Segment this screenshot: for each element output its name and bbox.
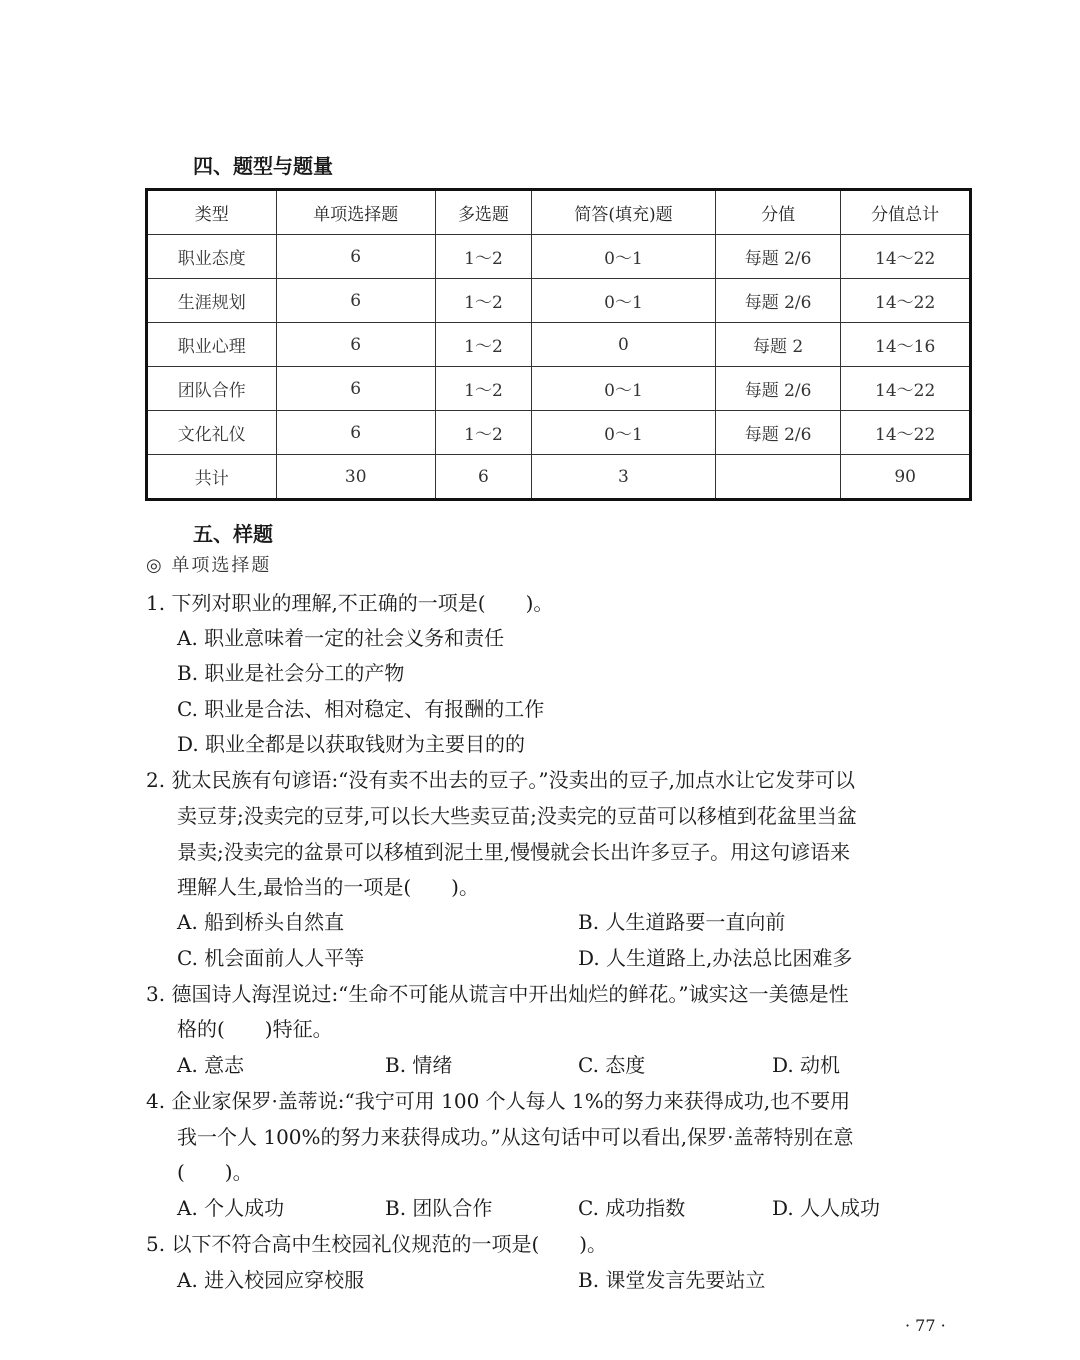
table-row [147,367,971,411]
cell: 3 [532,455,716,500]
cell: 14～22 [841,367,971,411]
page-number: · 77 · [905,1316,946,1335]
question-2-line-4: 理解人生,最恰当的一项是( )。 [177,875,479,899]
cell: 14～22 [841,411,971,455]
q4-option-a: A. 个人成功 [177,1196,285,1220]
cell: 14～16 [841,323,971,367]
q2-option-c: C. 机会面前人人平等 [177,946,365,970]
q3-option-b: B. 情绪 [385,1053,453,1077]
q5-option-a: A. 进入校园应穿校服 [177,1268,365,1292]
question-5-stem: 5. 以下不符合高中生校园礼仪规范的一项是( )。 [146,1232,608,1256]
cell: 6 [276,323,435,367]
section-heading-question-types: 四、题型与题量 [193,154,333,178]
cell: 6 [276,235,435,279]
table-row [147,279,971,323]
q1-option-c: C. 职业是合法、相对稳定、有报酬的工作 [177,697,545,721]
cell: 文化礼仪 [147,411,277,455]
header-total-score: 分值总计 [841,190,971,235]
cell: 团队合作 [147,367,277,411]
cell: 14～22 [841,279,971,323]
question-3-line-1: 3. 德国诗人海涅说过:“生命不可能从谎言中开出灿烂的鲜花。”诚实这一美德是性 [146,982,849,1006]
question-2-line-3: 景卖;没卖完的盆景可以移植到泥土里,慢慢就会长出许多豆子。用这句谚语来 [177,840,851,864]
cell: 生涯规划 [147,279,277,323]
cell: 职业心理 [147,323,277,367]
cell: 6 [276,367,435,411]
cell: 每题 2/6 [715,235,840,279]
q2-option-a: A. 船到桥头自然直 [177,910,345,934]
table-total-row [147,455,971,500]
table-row [147,323,971,367]
cell: 0～1 [532,279,716,323]
q4-option-b: B. 团队合作 [385,1196,493,1220]
q2-option-d: D. 人生道路上,办法总比困难多 [578,946,853,970]
q2-option-b: B. 人生道路要一直向前 [578,910,786,934]
cell: 职业态度 [147,235,277,279]
cell [715,455,840,500]
cell: 1～2 [435,367,531,411]
subsection-single-choice: ◎ 单项选择题 [146,555,272,576]
header-short-answer: 简答(填充)题 [532,190,716,235]
cell: 14～22 [841,235,971,279]
q3-option-c: C. 态度 [578,1053,646,1077]
q1-option-b: B. 职业是社会分工的产物 [177,661,405,685]
question-type-table [145,188,972,501]
cell: 0～1 [532,411,716,455]
header-single-choice: 单项选择题 [276,190,435,235]
q5-option-b: B. 课堂发言先要站立 [578,1268,766,1292]
cell: 6 [276,411,435,455]
cell: 1～2 [435,323,531,367]
cell: 共计 [147,455,277,500]
question-2-line-2: 卖豆芽;没卖完的豆芽,可以长大些卖豆苗;没卖完的豆苗可以移植到花盆里当盆 [177,804,857,828]
cell: 1～2 [435,279,531,323]
cell: 每题 2 [715,323,840,367]
table-row [147,411,971,455]
q1-option-d: D. 职业全都是以获取钱财为主要目的的 [177,732,526,756]
cell: 0 [532,323,716,367]
question-4-line-1: 4. 企业家保罗·盖蒂说:“我宁可用 100 个人每人 1%的努力来获得成功,也不要用 [146,1089,851,1113]
header-score: 分值 [715,190,840,235]
question-1-stem: 1. 下列对职业的理解,不正确的一项是( )。 [146,591,554,615]
section-heading-sample-questions: 五、样题 [193,522,273,546]
cell: 6 [435,455,531,500]
q4-option-c: C. 成功指数 [578,1196,686,1220]
question-4-line-2: 我一个人 100%的努力来获得成功。”从这句话中可以看出,保罗·盖蒂特别在意 [177,1125,854,1149]
table-row [147,235,971,279]
cell: 90 [841,455,971,500]
cell: 6 [276,279,435,323]
table-header-row [147,190,971,235]
cell: 每题 2/6 [715,367,840,411]
q1-option-a: A. 职业意味着一定的社会义务和责任 [177,626,505,650]
cell: 0～1 [532,235,716,279]
question-2-line-1: 2. 犹太民族有句谚语:“没有卖不出去的豆子。”没卖出的豆子,加点水让它发芽可以 [146,768,855,792]
q4-option-d: D. 人人成功 [772,1196,881,1220]
cell: 30 [276,455,435,500]
question-4-line-3: ( )。 [177,1160,253,1184]
q3-option-d: D. 动机 [772,1053,841,1077]
cell: 1～2 [435,411,531,455]
question-3-line-2: 格的( )特征。 [177,1017,333,1041]
cell: 每题 2/6 [715,411,840,455]
cell: 0～1 [532,367,716,411]
header-type: 类型 [147,190,277,235]
cell: 1～2 [435,235,531,279]
q3-option-a: A. 意志 [177,1053,245,1077]
header-multi-choice: 多选题 [435,190,531,235]
cell: 每题 2/6 [715,279,840,323]
